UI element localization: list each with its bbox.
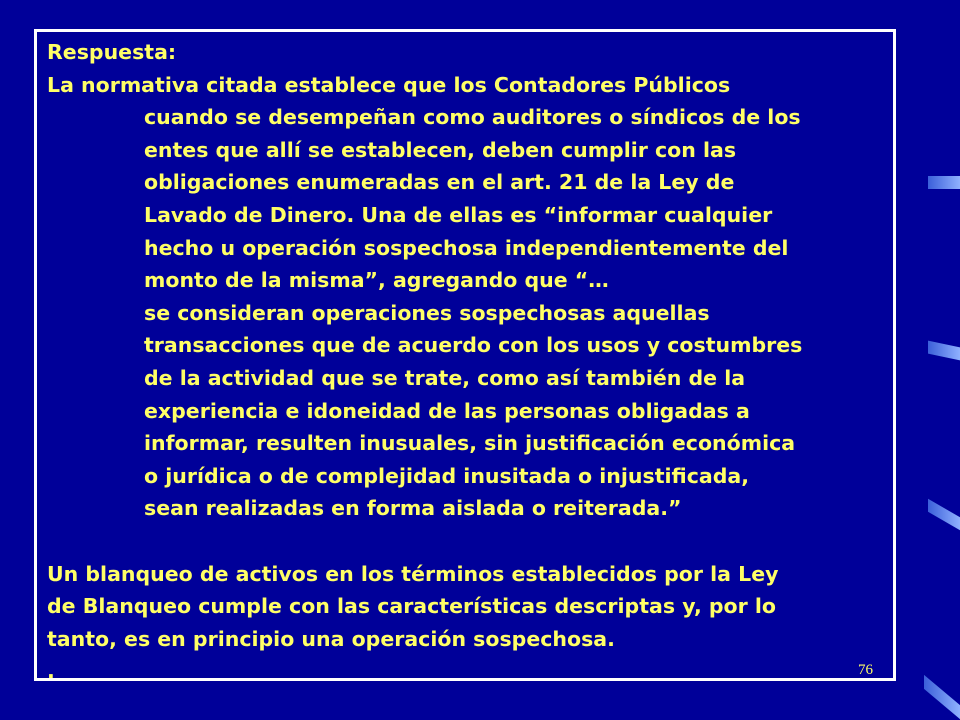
text-line: La normativa citada establece que los Contadores Públicos — [47, 72, 731, 97]
text-line: hecho u operación sospechosa independientemente del — [144, 235, 789, 260]
spacer — [47, 525, 887, 558]
text-line: se consideran operaciones sospechosas aquellas — [144, 300, 710, 325]
text-line: o jurídica o de complejidad inusitada o injustificada, — [144, 463, 750, 488]
slide-text — [47, 36, 887, 688]
text-line: monto de la misma”, agregando que “… — [144, 268, 609, 293]
text-line: de Blanqueo cumple con las características descriptas y, por lo — [47, 594, 777, 619]
decorative-bar — [924, 675, 960, 719]
decorative-bar — [928, 176, 960, 189]
text-line: informar, resulten inusuales, sin justificación económica — [144, 431, 796, 456]
page-number: 76 — [858, 662, 873, 678]
text-line: sean realizadas en forma aislada o reiterada.” — [144, 496, 682, 521]
text-line: obligaciones enumeradas en el art. 21 de la Ley de — [144, 170, 735, 195]
trailing-dot: . — [47, 659, 55, 684]
text-line: transacciones que de acuerdo con los usos y costumbres — [144, 333, 803, 358]
text-line: tanto, es en principio una operación sospechosa. — [47, 626, 615, 651]
text-line: entes que allí se establecen, deben cumplir con las — [144, 137, 737, 162]
text-line: experiencia e idoneidad de las personas obligadas a — [144, 398, 750, 423]
heading-respuesta: Respuesta: — [47, 40, 177, 64]
text-line: cuando se desempeñan como auditores o síndicos de los — [144, 105, 801, 130]
text-line: Lavado de Dinero. Una de ellas es “informar cualquier — [144, 202, 773, 227]
decorative-bar — [928, 341, 960, 361]
text-line: Un blanqueo de activos en los términos establecidos por la Ley — [47, 561, 779, 586]
text-line: de la actividad que se trate, como así también de la — [144, 365, 746, 390]
decorative-bar — [928, 499, 960, 530]
